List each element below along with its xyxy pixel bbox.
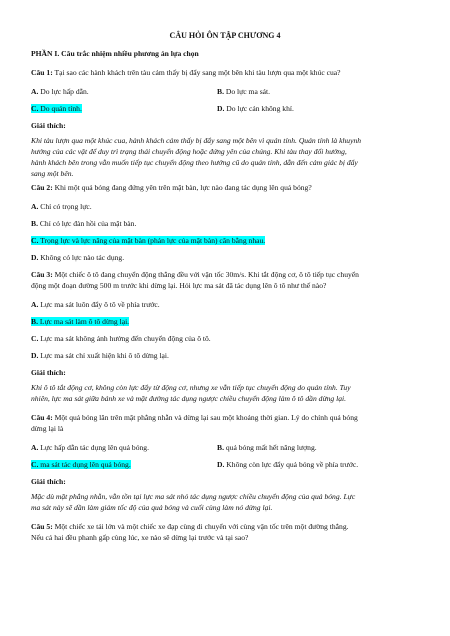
explanation-line: Mặc dù mặt phẳng nhẵn, vẫn tồn tại lực ma sát nhỏ tác dụng ngược chiều chuyển động của quả bóng. Lực — [31, 492, 356, 501]
explanation-label: Giải thích: — [31, 477, 66, 486]
question-text: Khi một quả bóng đang đứng yên trên mặt bàn, lực nào đang tác dụng lên quả bóng? — [52, 183, 312, 192]
option-label: A. — [31, 300, 39, 309]
explanation-line: Khi ô tô tắt động cơ, không còn lực đẩy từ động cơ, nhưng xe vẫn tiếp tục chuyển động do quán tính. Tuy — [31, 383, 351, 392]
option-text: Chỉ có trọng lực. — [38, 202, 92, 211]
option-a — [31, 86, 217, 97]
option-text: Lực ma sát không ảnh hưởng đến chuyển động của ô tô. — [38, 334, 211, 343]
explanation-line: ma sát này sẽ dần làm giảm tốc độ của quả bóng và cuối cùng làm nó dừng lại. — [31, 503, 273, 512]
option-label: B. — [217, 443, 224, 452]
option-label: D. — [217, 104, 225, 113]
question-2 — [31, 182, 420, 193]
option-b-correct — [31, 316, 420, 327]
option-text: Lực hấp dẫn tác dụng lên quả bóng. — [38, 443, 149, 452]
options-row — [31, 86, 420, 97]
option-a — [31, 442, 217, 453]
explanation-text — [31, 382, 420, 404]
question-5 — [31, 521, 420, 543]
question-number: Câu 3: — [31, 270, 53, 279]
option-label: D. — [31, 351, 39, 360]
option-label: A. — [31, 87, 39, 96]
question-text: Một chiếc ô tô đang chuyển động thẳng đều với vận tốc 30m/s. Khi tắt động cơ, ô tô tiếp tục chuyển — [52, 270, 359, 279]
option-text: Trọng lực và lực nâng của mặt bàn (phản lực của mặt bàn) cân bằng nhau. — [38, 236, 266, 245]
options-row — [31, 442, 420, 453]
question-text: Tại sao các hành khách trên tàu cảm thấy bị đẩy sang một bên khi tàu lượn qua một khúc cua? — [52, 68, 341, 77]
option-c-correct — [31, 103, 217, 114]
question-number: Câu 4: — [31, 413, 53, 422]
explanation-line: Khi tàu lượn qua một khúc cua, hành khách cảm thấy bị đẩy sang một bên vì quán tính. Quán tính là khuynh — [31, 136, 362, 145]
option-label: A. — [31, 202, 39, 211]
option-a — [31, 299, 420, 310]
question-4 — [31, 412, 420, 434]
option-text: Lực ma sát làm ô tô dừng lại. — [37, 317, 130, 326]
explanation-line: hành khách bên trong vẫn muốn tiếp tục chuyển động theo hướng cũ do quán tính, dẫn đến cảm giác bị đẩy — [31, 158, 358, 167]
option-text: Chỉ có lực đàn hồi của mặt bàn. — [37, 219, 137, 228]
explanation-text — [31, 135, 420, 179]
option-text: Do lực ma sát. — [223, 87, 271, 96]
option-text: Do lực cản không khí. — [224, 104, 294, 113]
option-text: Lực ma sát luôn đẩy ô tô về phía trước. — [38, 300, 160, 309]
question-3 — [31, 269, 420, 291]
option-text: quả bóng mất hết năng lượng. — [223, 443, 317, 452]
option-c-correct — [31, 459, 217, 470]
question-number: Câu 5: — [31, 522, 53, 531]
option-b — [31, 218, 420, 229]
question-1 — [31, 67, 420, 78]
explanation-line: nhiên, lực ma sát giữa bánh xe và mặt đường tác dụng ngược chiều chuyển động làm ô tô dần dừng lại. — [31, 394, 347, 403]
option-d — [31, 252, 420, 263]
option-b — [217, 86, 420, 97]
option-label: D. — [31, 253, 39, 262]
option-label: C. — [31, 334, 39, 343]
document-body — [31, 48, 420, 551]
explanation-label: Giải thích: — [31, 121, 66, 130]
option-c — [31, 333, 420, 344]
explanation-line: sang một bên. — [31, 169, 74, 178]
option-label: A. — [31, 443, 39, 452]
option-text: Do lực hấp dẫn. — [38, 87, 89, 96]
option-c-correct — [31, 235, 420, 246]
option-label: B. — [31, 219, 38, 228]
option-d — [217, 103, 420, 114]
option-text: Lực ma sát chỉ xuất hiện khi ô tô dừng lại. — [38, 351, 169, 360]
options-row — [31, 103, 420, 114]
question-text: Một chiếc xe tải lớn và một chiếc xe đạp cùng di chuyển với cùng vận tốc trên một đường thẳng. — [52, 522, 349, 531]
explanation-label: Giải thích: — [31, 368, 66, 377]
option-a — [31, 201, 420, 212]
explanation-line: hướng của các vật để duy trì trạng thái chuyển động hoặc đứng yên của chúng. Khi tàu thay đổi hướng, — [31, 147, 347, 156]
part-heading: PHẦN I. Câu trắc nhiệm nhiều phương án lựa chọn — [31, 49, 199, 58]
option-label: C. — [31, 104, 39, 113]
options-row — [31, 459, 420, 470]
option-label: D. — [217, 460, 225, 469]
question-text-cont: dừng lại là — [31, 424, 64, 433]
explanation-text — [31, 491, 420, 513]
option-d — [217, 459, 420, 470]
option-text: Không có lực nào tác dụng. — [38, 253, 125, 262]
option-text: ma sát tác dụng lên quả bóng. — [38, 460, 131, 469]
question-text-cont: động một đoạn đường 500 m trước khi dừng lại. Hỏi lực ma sát đã tác dụng lên ô tô như thế nào? — [31, 281, 327, 290]
option-b — [217, 442, 420, 453]
option-text: Không còn lực đẩy quả bóng về phía trước. — [224, 460, 359, 469]
option-label: B. — [217, 87, 224, 96]
option-label: B. — [31, 317, 38, 326]
option-label: C. — [31, 460, 39, 469]
question-number: Câu 2: — [31, 183, 53, 192]
question-text: Một quả bóng lăn trên mặt phẳng nhẵn và dừng lại sau một khoảng thời gian. Lý do chính quả bóng — [52, 413, 358, 422]
page-title: CÂU HỎI ÔN TẬP CHƯƠNG 4 — [169, 31, 281, 40]
question-text-cont: Nếu cả hai đều phanh gấp cùng lúc, xe nào sẽ dừng lại trước và tại sao? — [31, 533, 249, 542]
option-label: C. — [31, 236, 39, 245]
question-number: Câu 1: — [31, 68, 53, 77]
option-d — [31, 350, 420, 361]
option-text: Do quán tính. — [38, 104, 82, 113]
